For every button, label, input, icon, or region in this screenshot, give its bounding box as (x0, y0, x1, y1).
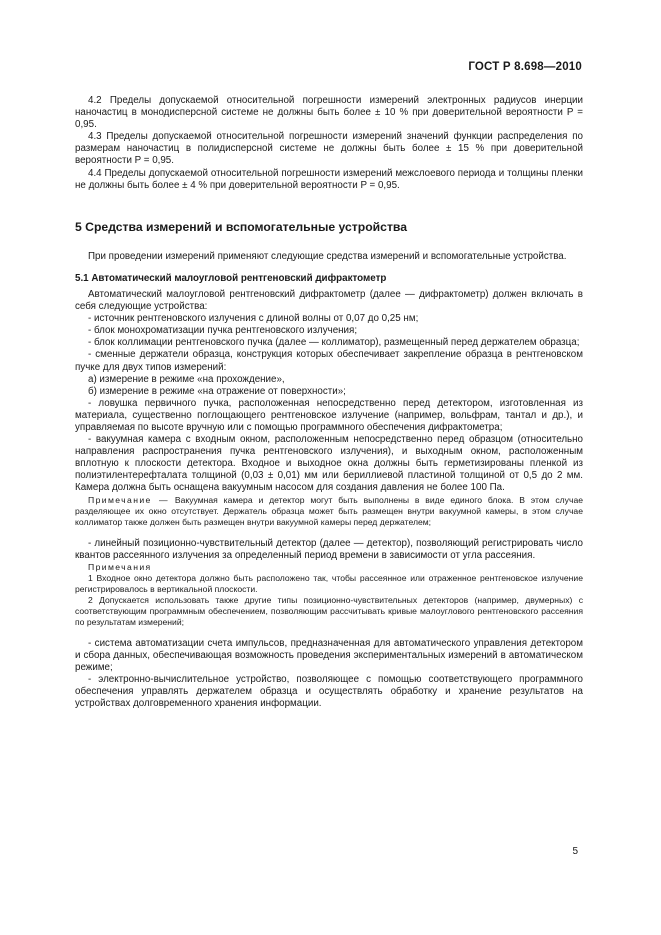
list-item-detector: - линейный позиционно-чувствительный детектор (далее — детектор), позволяющий регистрировать число квантов рассеянного излучения за определенный период времени в зависимости от угла рассеяния. (75, 537, 583, 561)
list-subitem: б) измерение в режиме «на отражение от поверхности»; (88, 385, 346, 397)
list-item: - система автоматизации счета импульсов, предназначенная для автоматического управления детектором и сбора данных, обеспечивающая возможность проведения экспериментальных измерений в автоматическом режиме; (75, 637, 583, 673)
document-id-header: ГОСТ Р 8.698—2010 (468, 61, 582, 73)
section-5-intro: При проведении измерений применяют следующие средства измерений и вспомогательные устройства. (88, 250, 567, 262)
note-vacuum-chamber (75, 495, 583, 528)
list-item: - вакуумная камера с входным окном, расположенным непосредственно перед образцом (относительно направления распространения пучка рентгеновского излучения), и выходным окном, расположенным вплотную к плоскости детектора. Входное и выходное окна должны быть герметизированы пленкой из полиэтилентерефталата толщиной (0,03 ± 0,01) мм или бериллиевой пластиной толщиной от 0,5 до 2 мм. Камера должна быть оснащена вакуумным насосом для создания давления не более 100 Па. (75, 434, 583, 494)
list-item: - блок коллимации рентгеновского пучка (далее — коллиматор), размещенный перед держателем образца; (88, 337, 580, 349)
notes-label: Примечания (88, 561, 152, 572)
list-subitem: а) измерение в режиме «на прохождение», (88, 373, 285, 385)
note-text: Вакуумная камера и детектор могут быть выполнены в виде единого блока. В этом случае разделяющее их окно отсутствует. Держатель образца может быть размещен внутри вакуумной камеры, в этом случае коллиматор также должен быть размещен внутри вакуумной камеры перед держателем; (75, 494, 584, 527)
list-item: - электронно-вычислительное устройство, позволяющее с помощью соответствующего программного обеспечения управлять держателем образца и осуществлять обработку и хранение результатов на устройствах долговременного хранения информации. (75, 674, 583, 710)
note-label: Примечание — (88, 494, 169, 505)
clause-4-4: 4.4 Пределы допускаемой относительной погрешности измерений межслоевого периода и толщины пленки не должны быть более ± 4 % при доверительной вероятности P = 0,95. (75, 167, 583, 191)
note-item: 1 Входное окно детектора должно быть расположено так, чтобы рассеянное или отраженное рентгеновское излучение регистрировалось в вертикальной плоскости. (75, 572, 583, 594)
list-item: - источник рентгеновского излучения с длиной волны от 0,07 до 0,25 нм; (88, 313, 419, 325)
page-body (75, 95, 583, 710)
clause-4-3: 4.3 Пределы допускаемой относительной погрешности измерений значений функции распределения по размерам наночастиц в полидисперсной системе не должны быть более ± 15 % при доверительной вероятности P = 0,95. (75, 131, 583, 167)
list-item: - сменные держатели образца, конструкция которых обеспечивает закрепление образца в рентгеновском пучке для двух типов измерений: (75, 349, 583, 373)
list-item: - блок монохроматизации пучка рентгеновского излучения; (88, 325, 358, 337)
section-5-heading: 5 Средства измерений и вспомогательные устройства (75, 219, 408, 234)
page-number: 5 (572, 846, 578, 857)
list-item: - ловушка первичного пучка, расположенная непосредственно перед детектором, изготовленная из материала, существенно поглощающего рентгеновское излучение (например, вольфрам, тантал и др.), и управляемая по высоте вручную или с помощью программного обеспечения дифрактометра; (75, 397, 583, 433)
note-item: 2 Допускается использовать также другие типы позиционно-чувствительных детекторов (например, двумерных) с соответствующим программным обеспечением, позволяющим рассчитывать кривые малоуглового рентгеновского рассеяния по результатам измерений; (75, 594, 583, 627)
clause-4-2: 4.2 Пределы допускаемой относительной погрешности измерений электронных радиусов инерции наночастиц в монодисперсной системе не должны быть более ± 10 % при доверительной вероятности P = 0,95. (75, 95, 583, 131)
subsection-5-1-heading: 5.1 Автоматический малоугловой рентгеновский дифрактометр (75, 272, 387, 284)
subsection-5-1-intro: Автоматический малоугловой рентгеновский дифрактометр (далее — дифрактометр) должен включать в себя следующие устройства: (75, 288, 583, 313)
